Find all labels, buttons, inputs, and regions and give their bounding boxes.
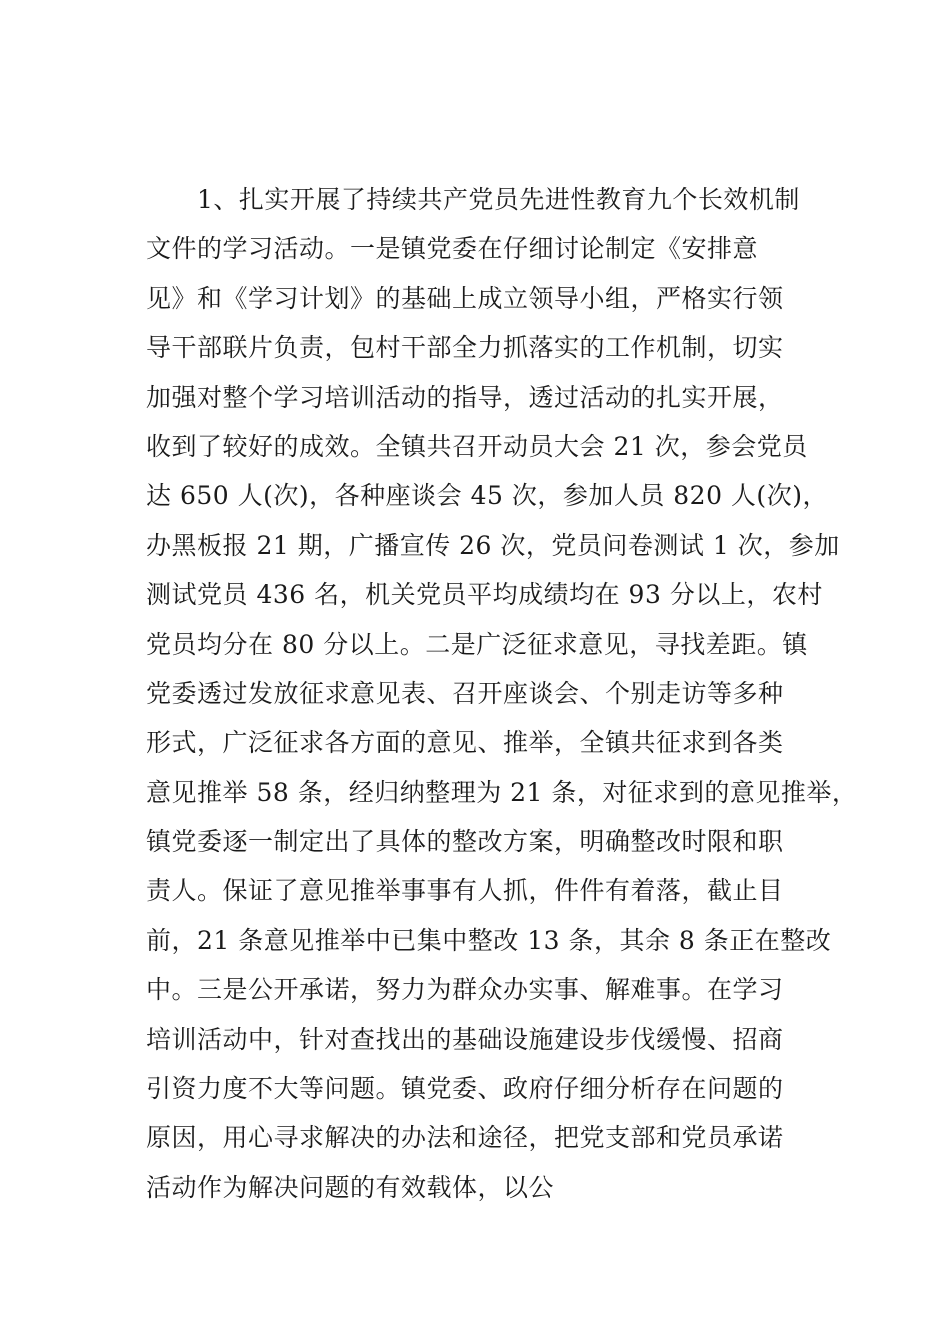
text-line: 引资力度不大等问题。镇党委、政府仔细分析存在问题的 xyxy=(146,1074,784,1104)
text-line: 1、扎实开展了持续共产党员先进性教育九个长效机制 xyxy=(146,185,800,214)
text-line: 党委透过发放征求意见表、召开座谈会、个别走访等多种 xyxy=(146,678,784,708)
text-line: 文件的学习活动。一是镇党委在仔细讨论制定《安排意 xyxy=(146,234,759,264)
text-line: 镇党委逐一制定出了具体的整改方案，明确整改时限和职 xyxy=(146,827,784,857)
text-line: 活动作为解决问题的有效载体，以公 xyxy=(146,1172,555,1202)
text-line: 培训活动中，针对查找出的基础设施建设步伐缓慢、招商 xyxy=(146,1024,784,1054)
text-line: 责人。保证了意见推举事事有人抓，件件有着落，截止目 xyxy=(146,876,784,906)
body-paragraph xyxy=(146,175,858,1212)
text-line: 达 650 人(次)，各种座谈会 45 次，参加人员 820 人(次)， xyxy=(146,481,828,511)
text-line: 原因，用心寻求解决的办法和途径，把党支部和党员承诺 xyxy=(146,1123,784,1153)
text-line: 形式，广泛征求各方面的意见、推举，全镇共征求到各类 xyxy=(146,728,784,758)
text-line: 导干部联片负责，包村干部全力抓落实的工作机制，切实 xyxy=(146,333,784,363)
text-line: 加强对整个学习培训活动的指导，透过活动的扎实开展， xyxy=(146,382,784,412)
text-line: 前，21 条意见推举中已集中整改 13 条，其余 8 条正在整改 xyxy=(146,925,832,955)
text-line: 测试党员 436 名，机关党员平均成绩均在 93 分以上，农村 xyxy=(146,580,823,610)
text-line: 见》和《学习计划》的基础上成立领导小组，严格实行领 xyxy=(146,283,784,313)
text-line: 收到了较好的成效。全镇共召开动员大会 21 次，参会党员 xyxy=(146,431,808,461)
text-line: 办黑板报 21 期，广播宣传 26 次，党员问卷测试 1 次，参加 xyxy=(146,530,840,560)
text-line: 中。三是公开承诺，努力为群众办实事、解难事。在学习 xyxy=(146,975,784,1005)
text-line: 党员均分在 80 分以上。二是广泛征求意见，寻找差距。镇 xyxy=(146,629,808,659)
text-line: 意见推举 58 条，经归纳整理为 21 条，对征求到的意见推举， xyxy=(146,777,858,807)
